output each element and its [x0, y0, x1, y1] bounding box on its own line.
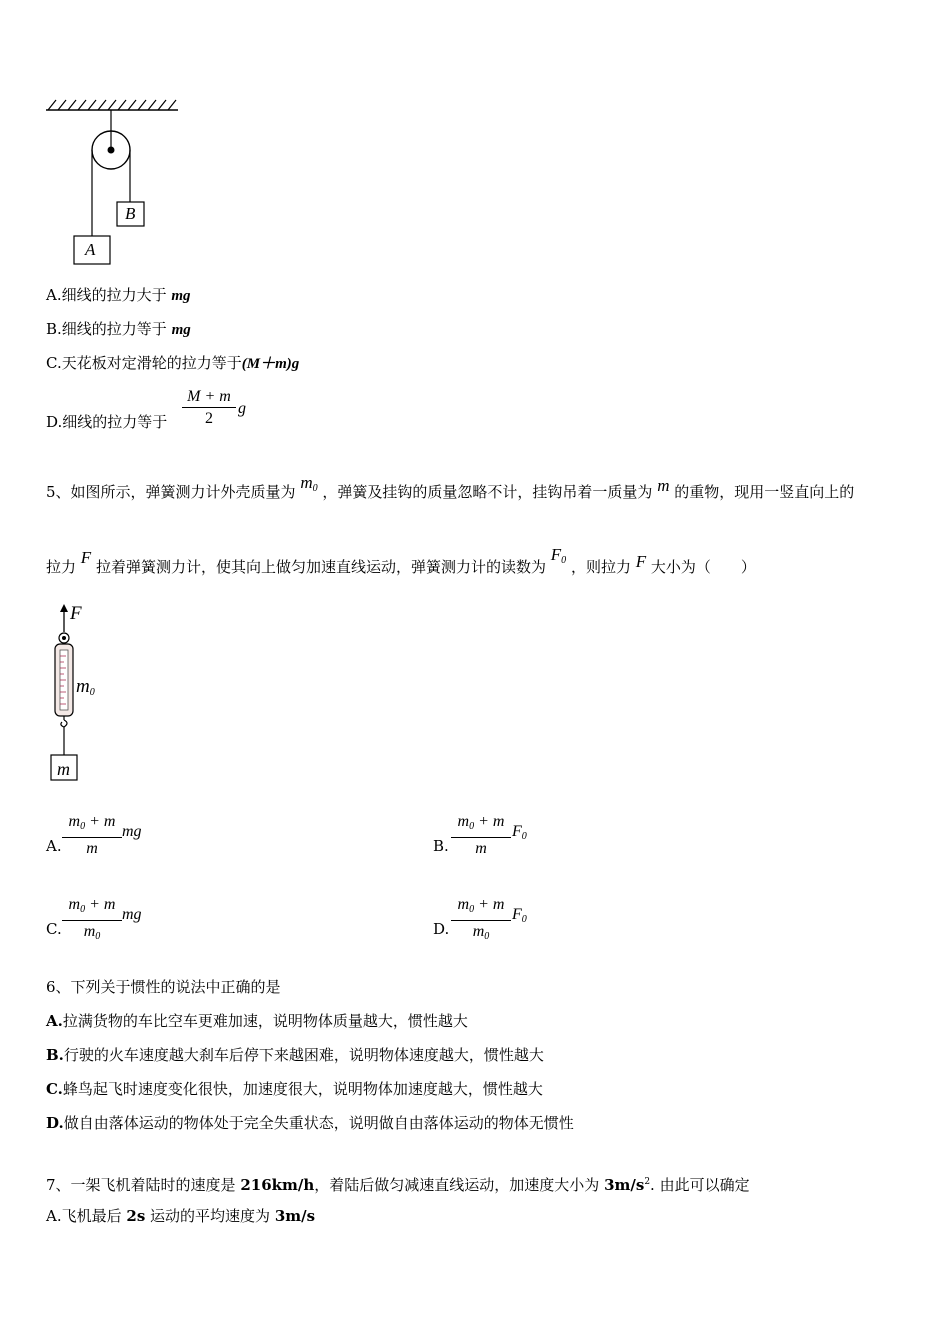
- q5-option-d[interactable]: D.: [433, 920, 450, 938]
- weight-mass-label: m: [57, 759, 70, 779]
- q6-stem: 6、下列关于惯性的说法中正确的是: [46, 978, 281, 996]
- q4-option-d-after: g: [238, 400, 246, 417]
- q4-option-b[interactable]: B.细线的拉力等于 mg: [46, 320, 191, 338]
- q7-option-a[interactable]: A.飞机最后 2s 运动的平均速度为 3m/s: [46, 1207, 316, 1225]
- q5-option-c[interactable]: C.: [46, 920, 62, 938]
- q6-option-b[interactable]: B.行驶的火车速度越大刹车后停下来越困难，说明物体速度越大，惯性越大: [46, 1046, 544, 1064]
- q5-stem-line1: 5、如图所示，弹簧测力计外壳质量为 $m_0$ ，弹簧及挂钩的质量忽略不计，挂钩吊着一质量为 m 的重物，现用一竖直向上的: [46, 473, 855, 501]
- q5-option-a[interactable]: A.: [46, 837, 62, 855]
- q5-option-b-after: $F_0$: [512, 823, 527, 842]
- q5-option-c-after: mg: [122, 906, 142, 923]
- q4-option-c[interactable]: C.天花板对定滑轮的拉力等于(M＋m)g: [46, 354, 300, 372]
- q4-option-a[interactable]: A.细线的拉力大于 mg: [46, 286, 191, 304]
- q5-option-d-fraction: $m_0 + m$ $m_0$: [451, 895, 511, 948]
- block-b-label: B: [125, 204, 136, 223]
- q7-stem: 7、一架飞机着陆时的速度是 216km/h，着陆后做匀减速直线运动，加速度大小为 $3m/s^2$. 由此可以确定: [46, 1176, 750, 1194]
- q5-option-c-fraction: $m_0 + m$ $m_0$: [62, 895, 122, 948]
- block-a-label: A: [85, 240, 96, 259]
- q6-option-a[interactable]: A.拉满货物的车比空车更难加速，说明物体质量越大，惯性越大: [46, 1012, 468, 1030]
- q5-stem-line2: 拉力 F 拉着弹簧测力计，使其向上做匀加速直线运动，弹簧测力计的读数为 $F_0$ ，则拉力 F 大小为（ ）: [46, 545, 756, 576]
- q5-option-d-after: $F_0$: [512, 906, 527, 925]
- q6-option-d[interactable]: D.做自由落体运动的物体处于完全失重状态，说明做自由落体运动的物体无惯性: [46, 1114, 574, 1132]
- housing-mass-label: $m_0$: [76, 676, 95, 698]
- q5-option-b-fraction: $m_0 + m$ m: [451, 812, 511, 865]
- q5-option-b[interactable]: B.: [433, 837, 449, 855]
- q4-option-d-fraction: M + m 2: [182, 387, 236, 430]
- q5-option-a-fraction: $m_0 + m$ m: [62, 812, 122, 865]
- force-label: F: [70, 603, 82, 624]
- q5-option-a-after: mg: [122, 823, 142, 840]
- q6-option-c[interactable]: C.蜂鸟起飞时速度变化很快，加速度很大，说明物体加速度越大，惯性越大: [46, 1080, 543, 1098]
- q4-option-d[interactable]: D.细线的拉力等于: [46, 413, 168, 431]
